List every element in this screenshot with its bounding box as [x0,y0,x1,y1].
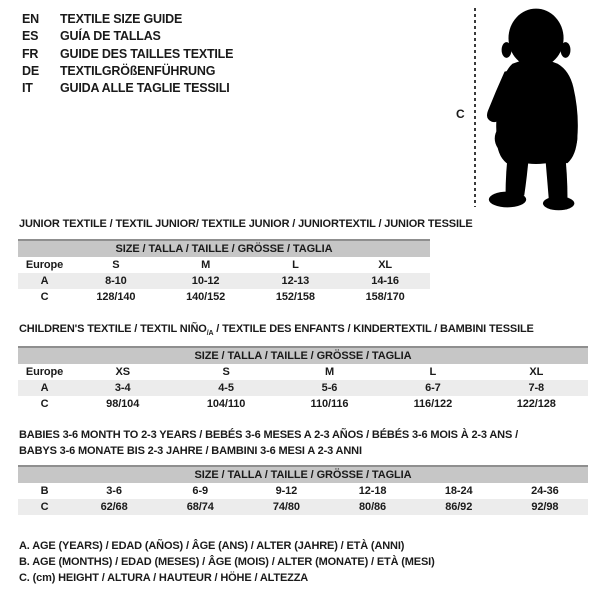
height-measure-label: C [456,107,465,121]
row-label: Europe [25,259,64,271]
size-value-cell: 80/86 [329,499,415,515]
size-value-cell: 152/158 [275,291,315,303]
size-value-cell: 6-7 [381,380,484,396]
language-row [22,46,233,63]
size-value-cell: 9-12 [275,485,298,497]
size-value-cell: 4-5 [174,380,277,396]
size-value-cell: 7-8 [485,380,588,396]
junior-table-title [19,217,473,233]
table-row [18,364,588,380]
table-row [18,273,430,289]
babies-size-table [18,465,588,515]
row-label: A [18,273,71,289]
size-header-cell: SIZE / TALLA / TAILLE / GRÖSSE / TAGLIA [18,240,430,257]
table-row [18,257,430,273]
size-value-cell: 62/68 [71,499,157,515]
size-value-cell: 12-13 [251,273,341,289]
size-value-cell: 18-24 [444,485,473,497]
legend-line: B. AGE (MONTHS) / EDAD (MESES) / ÂGE (MOIS) / ALTER (MONATE) / ETÀ (MESI) [19,556,435,568]
table-title-line: CHILDREN'S TEXTILE / TEXTIL $NIÑO_{/A}$ / TEXTILE DES ENFANTS / KINDERTEXTIL / BAMBINI TESSILE [19,323,534,338]
row-label: A [18,380,71,396]
table-row [18,499,588,515]
babies-table-title [19,428,518,459]
size-value-cell: L [292,259,299,271]
measure-legend [19,538,435,586]
size-value-cell: 92/98 [502,499,588,515]
baby-silhouette [479,4,597,212]
height-measure-dotted-line [474,8,476,207]
size-value-cell: 8-10 [71,273,161,289]
size-value-cell: 3-6 [106,485,122,497]
row-label: C [40,291,49,303]
size-value-cell: L [429,366,437,378]
language-code: FR [22,46,39,61]
children-size-table [18,346,588,412]
language-title: TEXTILGRÖßENFÜHRUNG [60,63,216,78]
language-row [22,28,233,45]
size-header-cell: SIZE / TALLA / TAILLE / GRÖSSE / TAGLIA [18,466,588,483]
size-value-cell: 74/80 [243,499,329,515]
language-code: DE [22,63,39,78]
language-row [22,11,233,28]
size-value-cell: M [324,366,335,378]
size-value-cell: XL [378,259,393,271]
size-value-cell: 122/128 [516,398,556,410]
table-row [18,380,588,396]
language-title: GUÍA DE TALLAS [60,29,161,44]
size-value-cell: 6-9 [192,485,209,497]
row-label: B [40,485,49,497]
table-row [18,289,430,305]
table-row [18,396,588,412]
size-value-cell: 68/74 [157,499,243,515]
size-value-cell: 128/140 [96,291,136,303]
size-value-cell: XL [529,366,544,378]
language-row [22,80,233,97]
table-title-line: JUNIOR TEXTILE / TEXTIL JUNIOR/ TEXTILE JUNIOR / JUNIORTEXTIL / JUNIOR TESSILE [19,218,473,230]
size-value-cell: 98/104 [106,398,140,410]
size-header-row [18,466,588,483]
size-value-cell: 140/152 [186,291,226,303]
size-value-cell: S [112,259,120,271]
language-title: TEXTILE SIZE GUIDE [60,12,183,26]
size-value-cell: 10-12 [161,273,251,289]
size-header-row [18,347,588,364]
language-title: GUIDA ALLE TAGLIE TESSILI [60,81,230,96]
language-title-list [22,11,233,97]
size-value-cell: 3-4 [71,380,174,396]
table-title-line: BABIES 3-6 MONTH TO 2-3 YEARS / BEBÉS 3-6 MESES A 2-3 AÑOS / BÉBÉS 3-6 MOIS À 2-3 ANS / [19,429,518,441]
row-label: C [40,398,49,410]
table-title-line: BABYS 3-6 MONATE BIS 2-3 JAHRE / BAMBINI 3-6 MESI A 2-3 ANNI [19,444,362,457]
language-code: ES [22,29,39,44]
row-label: C [18,499,71,515]
children-table-title [19,322,534,342]
junior-size-table [18,239,430,305]
language-row [22,63,233,80]
size-value-cell: S [222,366,230,378]
size-value-cell: 5-6 [278,380,381,396]
language-code: EN [22,12,39,26]
row-label: Europe [25,366,64,378]
table-row [18,483,588,499]
size-value-cell: 14-16 [340,273,430,289]
size-value-cell: 24-36 [531,485,559,497]
size-header-row [18,240,430,257]
size-value-cell: 12-18 [358,485,387,497]
legend-line: A. AGE (YEARS) / EDAD (AÑOS) / ÂGE (ANS) / ALTER (JAHRE) / ETÀ (ANNI) [19,540,405,552]
size-value-cell: 104/110 [206,398,246,410]
size-value-cell: 158/170 [365,291,405,303]
legend-line: C. (cm) HEIGHT / ALTURA / HAUTEUR / HÖHE / ALTEZZA [19,572,309,584]
size-value-cell: 86/92 [416,499,502,515]
language-title: GUIDE DES TAILLES TEXTILE [60,46,234,61]
size-value-cell: 116/122 [413,398,453,410]
size-value-cell: 110/116 [310,398,349,410]
size-header-cell: SIZE / TALLA / TAILLE / GRÖSSE / TAGLIA [18,347,588,364]
language-code: IT [22,81,33,96]
size-value-cell: M [201,259,211,271]
size-value-cell: XS [115,366,130,378]
